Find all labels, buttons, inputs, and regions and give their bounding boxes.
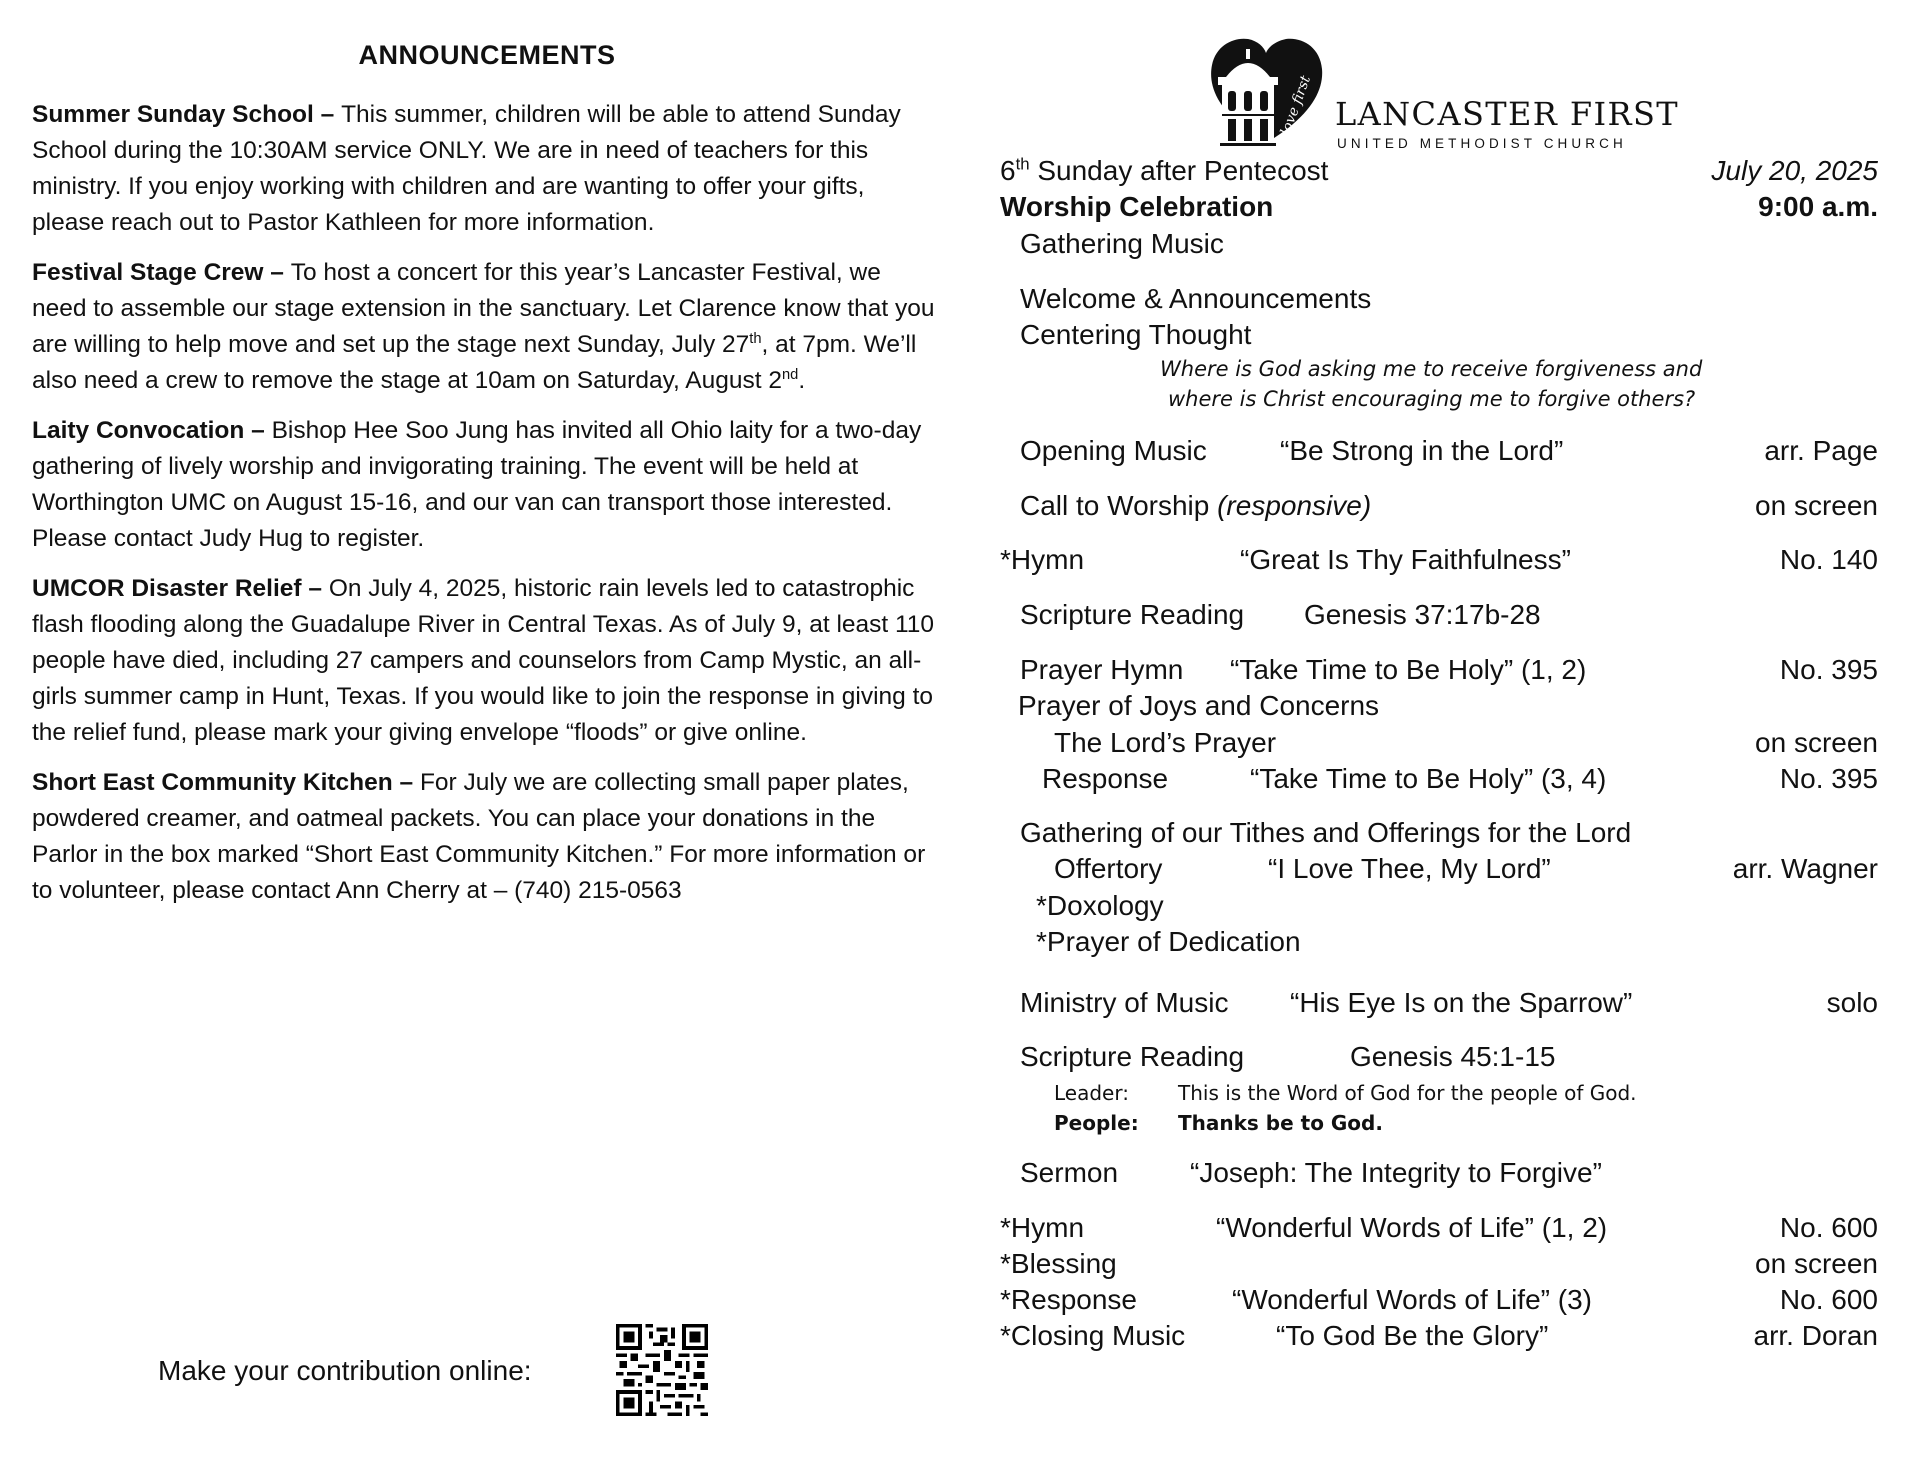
item-label: Prayer of Joys and Concerns [1018,690,1380,721]
item-centering-thought [1000,319,1878,355]
announcement-laity-convocation [32,413,942,557]
item-label: The Lord’s Prayer [1054,727,1277,758]
announcement-body: To host a concert for this year’s Lancaster Festival, we need to assemble our stage extension in the sanctuary. Let Clarence know that you are willing to help move and set up the stage next Sunday, July 27 [32,259,935,358]
leader-text: This is the Word of God for the people of God. [1178,1081,1637,1105]
announcement-heading: Festival Stage Crew – [32,259,291,286]
announcement-body: . [798,367,806,394]
ordinal-suffix: nd [781,366,799,383]
announcements-panel [32,40,942,923]
people-text: Thanks be to God. [1178,1111,1383,1135]
item-label: *Doxology [1036,890,1164,921]
sunday-label: 6th Sunday after Pentecost [1000,154,1329,186]
item-joys-concerns [1000,690,1878,726]
item-offertory [1000,853,1878,889]
church-heart-logo-icon [1206,35,1326,149]
item-label: Call to Worship (responsive) [1020,490,1372,521]
people-label: People: [1054,1111,1139,1135]
announcement-body: , at 7pm. We’ll also need a crew to remove the stage at 10am on Saturday, August 2 [32,331,917,394]
item-label: *Closing Music [1000,1320,1186,1351]
announcement-community-kitchen [32,765,942,909]
item-title: Genesis 37:17b-28 [1304,599,1541,630]
item-scripture-2 [1000,1041,1878,1077]
item-label: Welcome & Announcements [1020,283,1372,314]
item-title: “Joseph: The Integrity to Forgive” [1190,1157,1602,1188]
leader-label: Leader: [1054,1081,1129,1105]
item-sermon [1000,1157,1878,1193]
item-reference: on screen [1755,727,1878,758]
item-label: Sermon [1020,1157,1119,1188]
item-reference: No. 600 [1779,1284,1878,1315]
item-label: Gathering Music [1020,228,1224,259]
item-prayer-hymn [1000,654,1878,690]
announcement-sunday-school [32,97,942,241]
service-date: July 20, 2025 [1711,155,1878,186]
logo-name: LANCASTER FIRST [1335,95,1680,133]
announcement-heading: Short East Community Kitchen – [32,769,420,796]
item-reference: No. 140 [1779,544,1878,575]
service-time: 9:00 a.m. [1758,191,1878,222]
item-tithes [1000,817,1878,853]
item-response-2 [1000,1284,1878,1320]
item-title: “Great Is Thy Faithfulness” [1240,544,1571,575]
item-reference: arr. Page [1764,435,1878,466]
announcement-body: Bishop Hee Soo Jung has invited all Ohio laity for a two-day gathering of lively worship and invigorating training. The event will be held at Worthington UMC on August 15-16, and our van can transport those interested. Please contact Judy Hug to register. [32,417,922,552]
item-dedication [1000,926,1878,962]
item-label: Offertory [1054,853,1163,884]
item-label: Opening Music [1020,435,1207,466]
item-title: “Take Time to Be Holy” (1, 2) [1230,654,1587,685]
announcement-heading: Summer Sunday School – [32,101,342,128]
item-title: “His Eye Is on the Sparrow” [1290,987,1633,1018]
item-reference: No. 395 [1779,763,1878,794]
item-label: *Hymn [1000,544,1085,575]
announcement-body: This summer, children will be able to attend Sunday School during the 10:30AM service ONLY. We are in need of teachers for this ministry. If you enjoy working with children and are wanting to offer your gifts, please reach out to Pastor Kathleen for more information. [32,101,901,236]
announcement-umcor [32,571,942,751]
item-hymn-1 [1000,544,1878,580]
item-label: Scripture Reading [1020,599,1245,630]
item-reference: on screen [1755,490,1878,521]
item-title: “Take Time to Be Holy” (3, 4) [1250,763,1607,794]
item-title: “Be Strong in the Lord” [1280,435,1564,466]
item-reference: No. 600 [1779,1212,1878,1243]
qr-code-icon[interactable] [616,1324,708,1416]
item-title: “I Love Thee, My Lord” [1268,853,1551,884]
header-sunday-row [1000,155,1878,191]
announcement-body: For July we are collecting small paper plates, powdered creamer, and oatmeal packets. You can place your donations in the Parlor in the box marked “Short East Community Kitchen.” For more information or to volunteer, please contact Ann Cherry at – (740) 215-0563 [32,769,926,904]
header-service-row [1000,191,1878,227]
item-reference: solo [1826,987,1878,1018]
announcement-heading: Laity Convocation – [32,417,272,444]
announcement-body: On July 4, 2025, historic rain levels led to catastrophic flash flooding along the Guadalupe River in Central Texas. As of July 9, at least 110 people have died, including 27 campers and counselors from Camp Mystic, an all-girls summer camp in Hunt, Texas. If you would like to join the response in giving to the relief fund, please mark your giving envelope “floods” or give online. [32,575,935,746]
logo-subtitle: UNITED METHODIST CHURCH [1337,136,1627,151]
item-lords-prayer [1000,727,1878,763]
service-name: Worship Celebration [1000,191,1274,222]
item-label: Centering Thought [1020,319,1252,350]
contribution-label: Make your contribution online: [158,1355,532,1386]
item-ministry-of-music [1000,987,1878,1023]
item-doxology [1000,890,1878,926]
item-label: Scripture Reading [1020,1041,1245,1072]
item-label: Response [1042,763,1169,794]
centering-thought-line-2: where is Christ encouraging me to forgive others? [1168,387,1696,411]
item-blessing [1000,1248,1878,1284]
item-reference: arr. Wagner [1732,853,1878,884]
item-label: Gathering of our Tithes and Offerings for the Lord [1020,817,1632,848]
item-reference: No. 395 [1779,654,1878,685]
item-label: Ministry of Music [1020,987,1229,1018]
announcement-stage-crew [32,255,942,399]
church-logo [1200,35,1680,153]
ordinal-suffix: th [749,330,762,347]
item-title: “To God Be the Glory” [1276,1320,1549,1351]
item-reference: arr. Doran [1753,1320,1878,1351]
item-closing-music [1000,1320,1878,1356]
item-label: *Hymn [1000,1212,1085,1243]
item-call-to-worship [1000,490,1878,526]
item-title: “Wonderful Words of Life” (3) [1232,1284,1592,1315]
announcements-title: ANNOUNCEMENTS [358,40,616,70]
item-title: “Wonderful Words of Life” (1, 2) [1216,1212,1608,1243]
item-label: *Prayer of Dedication [1036,926,1301,957]
centering-thought-line-1: Where is God asking me to receive forgiveness and [1160,357,1703,381]
item-label: *Blessing [1000,1248,1117,1279]
item-label: Prayer Hymn [1020,654,1184,685]
item-gathering-music [1000,228,1878,264]
item-reference: on screen [1755,1248,1878,1279]
item-welcome [1000,283,1878,319]
logo-script-text: love first [1277,73,1315,138]
item-response-1 [1000,763,1878,799]
item-label: *Response [1000,1284,1137,1315]
item-hymn-2 [1000,1212,1878,1248]
item-opening-music [1000,435,1878,471]
announcement-heading: UMCOR Disaster Relief – [32,575,329,602]
item-title: Genesis 45:1-15 [1350,1041,1556,1072]
item-scripture-1 [1000,599,1878,635]
